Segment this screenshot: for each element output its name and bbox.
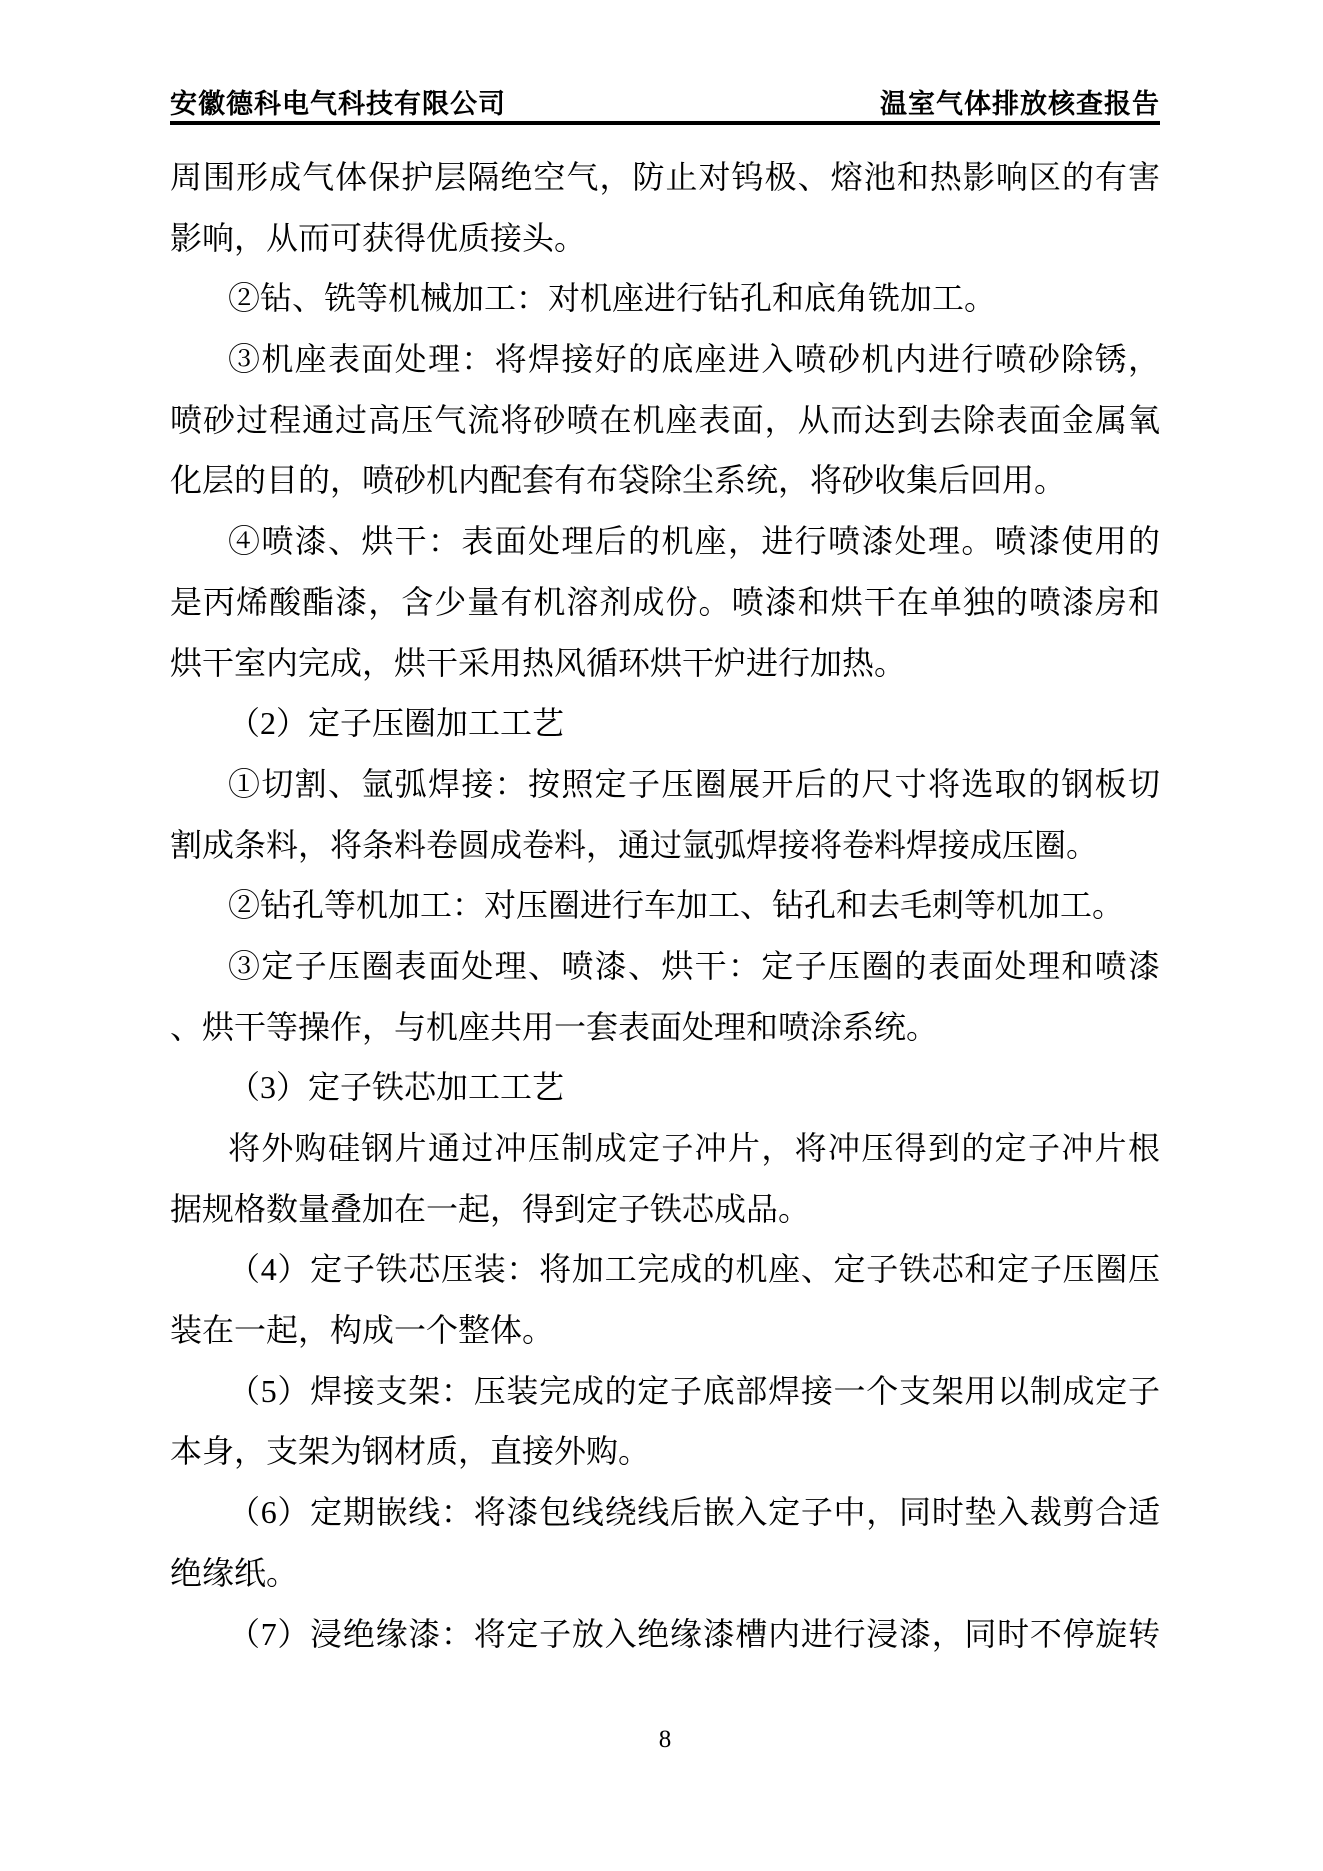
header-right-title: 温室气体排放核查报告	[880, 89, 1160, 119]
body-line: ②钻孔等机加工：对压圈进行车加工、钻孔和去毛刺等机加工。	[228, 887, 1125, 924]
body-line: 绝缘纸。	[170, 1554, 299, 1591]
body-line: （3）定子铁芯加工工艺	[228, 1069, 565, 1106]
page-header	[170, 82, 1160, 121]
body-line: 影响，从而可获得优质接头。	[170, 219, 587, 256]
body-line: 割成条料，将条料卷圆成卷料，通过氩弧焊接将卷料焊接成压圈。	[170, 826, 1099, 863]
body-line: 周围形成气体保护层隔绝空气，防止对钨极、熔池和热影响区的有害	[170, 159, 1160, 195]
body-line: （4）定子铁芯压装：将加工完成的机座、定子铁芯和定子压圈压	[228, 1251, 1160, 1288]
body-line: ③机座表面处理：将焊接好的底座进入喷砂机内进行喷砂除锈，	[228, 341, 1160, 378]
body-line: （6）定期嵌线：将漆包线绕线后嵌入定子中，同时垫入裁剪合适	[228, 1494, 1160, 1531]
body-line: 烘干室内完成，烘干采用热风循环烘干炉进行加热。	[170, 644, 907, 681]
body-line: 本身，支架为钢材质，直接外购。	[170, 1433, 651, 1470]
body-line: 据规格数量叠加在一起，得到定子铁芯成品。	[170, 1190, 811, 1227]
body-line: 将外购硅钢片通过冲压制成定子冲片，将冲压得到的定子冲片根	[228, 1130, 1160, 1166]
body-line: ②钻、铣等机械加工：对机座进行钻孔和底角铣加工。	[228, 280, 997, 317]
document-body	[170, 147, 1160, 1664]
header-divider	[170, 121, 1160, 125]
body-line: ①切割、氩弧焊接：按照定子压圈展开后的尺寸将选取的钢板切	[228, 765, 1160, 802]
header-left-title: 安徽德科电气科技有限公司	[170, 89, 506, 119]
body-line: 装在一起，构成一个整体。	[170, 1312, 555, 1349]
body-line: （7）浸绝缘漆：将定子放入绝缘漆槽内进行浸漆，同时不停旋转	[228, 1615, 1160, 1652]
body-line: 、烘干等操作，与机座共用一套表面处理和喷涂系统。	[170, 1008, 939, 1045]
body-line: 化层的目的，喷砂机内配套有布袋除尘系统，将砂收集后回用。	[170, 462, 1067, 499]
body-line: （5）焊接支架：压装完成的定子底部焊接一个支架用以制成定子	[228, 1372, 1160, 1409]
body-line: 喷砂过程通过高压气流将砂喷在机座表面，从而达到去除表面金属氧	[170, 401, 1160, 438]
body-line: ④喷漆、烘干：表面处理后的机座，进行喷漆处理。喷漆使用的	[228, 523, 1160, 560]
body-line: （2）定子压圈加工工艺	[228, 705, 565, 742]
body-line: ③定子压圈表面处理、喷漆、烘干：定子压圈的表面处理和喷漆	[228, 947, 1160, 984]
page-number: 8	[658, 1726, 672, 1753]
body-line: 是丙烯酸酯漆，含少量有机溶剂成份。喷漆和烘干在单独的喷漆房和	[170, 583, 1160, 620]
